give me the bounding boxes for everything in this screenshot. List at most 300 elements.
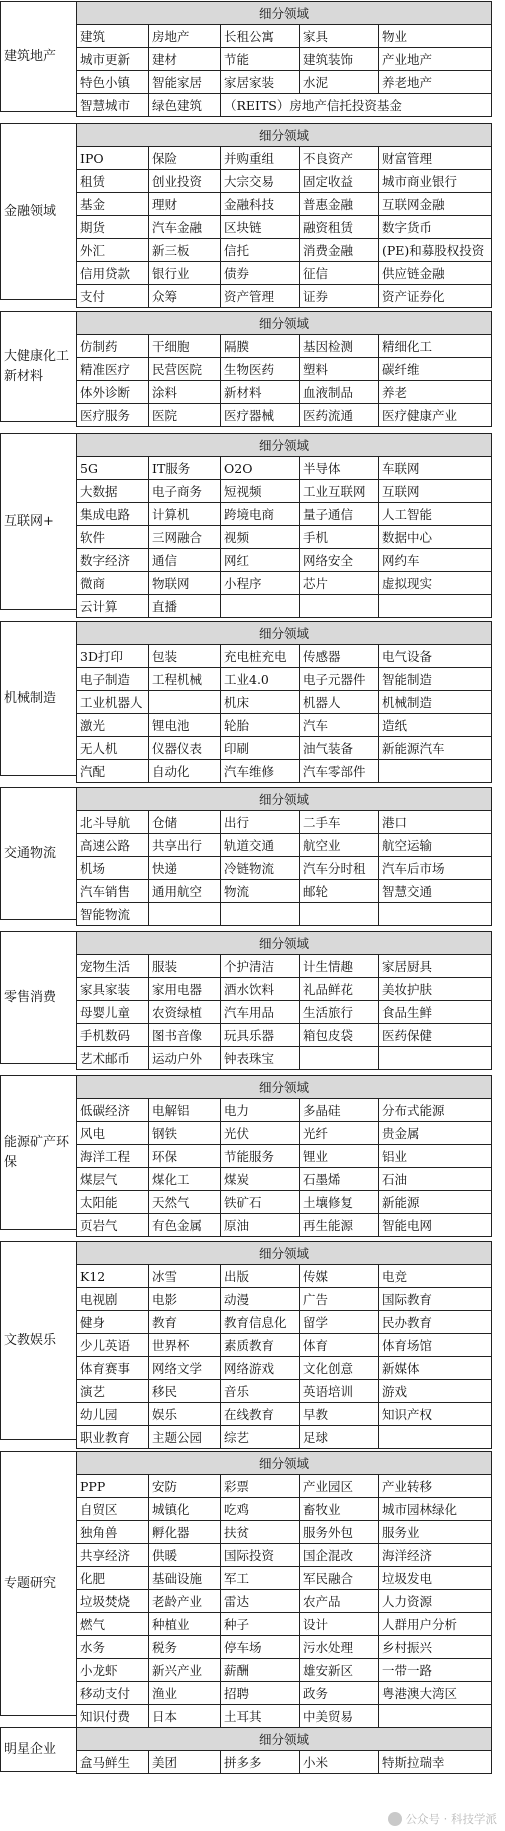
watermark-text: 公众号 · 科技学派 [405, 1812, 497, 1826]
table-cell: 风电 [77, 1122, 149, 1145]
table-cell: 手机数码 [77, 1024, 149, 1047]
table-cell: 仿制药 [77, 335, 149, 358]
table-cell: 移民 [149, 1380, 221, 1403]
table-row [77, 1001, 492, 1024]
table-row [77, 1682, 492, 1705]
table-cell: 家用电器 [149, 978, 221, 1001]
table-cell: 产业园区 [300, 1475, 379, 1498]
table-cell: 精准医疗 [77, 358, 149, 381]
header-cell: 细分领域 [77, 932, 492, 955]
table-cell: 养老 [379, 381, 492, 404]
table-cell: 服务外包 [300, 1521, 379, 1544]
table-cell: 电气设备 [379, 645, 492, 668]
table-cell: 电视剧 [77, 1288, 149, 1311]
table-cell: 光伏 [221, 1122, 300, 1145]
table-cell: 种植业 [149, 1613, 221, 1636]
table-cell: 碳纤维 [379, 358, 492, 381]
table-cell: 征信 [300, 262, 379, 285]
table-cell: PPP [77, 1475, 149, 1498]
table-cell: 安防 [149, 1475, 221, 1498]
table-cell: 垃圾发电 [379, 1567, 492, 1590]
table-cell: 雄安新区 [300, 1659, 379, 1682]
table-cell: 城市园林绿化 [379, 1498, 492, 1521]
table-cell: 工业4.0 [221, 668, 300, 691]
table-cell: 北斗导航 [77, 811, 149, 834]
table-cell: 钟表珠宝 [221, 1047, 300, 1070]
table-cell: 天然气 [149, 1191, 221, 1214]
table-cell: 人群用户分析 [379, 1613, 492, 1636]
table-cell: 自贸区 [77, 1498, 149, 1521]
table-cell: 建筑装饰 [300, 48, 379, 71]
table-cell: 智慧城市 [77, 94, 149, 117]
category-label: 交通物流 [0, 787, 76, 920]
table-cell: 移动支付 [77, 1682, 149, 1705]
table-cell [379, 1426, 492, 1449]
table-cell: 新媒体 [379, 1357, 492, 1380]
table-row [77, 1214, 492, 1237]
table-cell: 网络安全 [300, 549, 379, 572]
table-row [77, 193, 492, 216]
table-cell [221, 903, 300, 926]
table-cell: 职业教育 [77, 1426, 149, 1449]
subfield-table [76, 1, 492, 117]
table-cell: 基金 [77, 193, 149, 216]
table-cell [379, 595, 492, 618]
table-cell: IT服务 [149, 457, 221, 480]
table-cell: 银行业 [149, 262, 221, 285]
table-cell: 个护清洁 [221, 955, 300, 978]
table-cell: 国企混改 [300, 1544, 379, 1567]
table-cell: 计生情趣 [300, 955, 379, 978]
table-cell: 军民融合 [300, 1567, 379, 1590]
header-cell: 细分领域 [77, 2, 492, 25]
table-cell: 资产管理 [221, 285, 300, 308]
table-cell: 网络游戏 [221, 1357, 300, 1380]
table-cell: 3D打印 [77, 645, 149, 668]
table-cell: 环保 [149, 1145, 221, 1168]
table-cell [379, 760, 492, 783]
table-cell: 吃鸡 [221, 1498, 300, 1521]
table-row [77, 216, 492, 239]
table-cell: 节能服务 [221, 1145, 300, 1168]
table-cell: 城镇化 [149, 1498, 221, 1521]
table-cell: 金融科技 [221, 193, 300, 216]
table-row [77, 1122, 492, 1145]
table-cell: 再生能源 [300, 1214, 379, 1237]
table-row [77, 549, 492, 572]
subfield-table [76, 1451, 492, 1728]
table-cell: 房地产 [149, 25, 221, 48]
table-cell: 冷链物流 [221, 857, 300, 880]
table-row [77, 857, 492, 880]
table-cell: 信托 [221, 239, 300, 262]
table-cell: 轨道交通 [221, 834, 300, 857]
table-cell: （REITS）房地产信托投资基金 [221, 94, 492, 117]
table-cell: 足球 [300, 1426, 379, 1449]
table-row [77, 1311, 492, 1334]
table-cell: 医药保健 [379, 1024, 492, 1047]
category-label: 专题研究 [0, 1451, 76, 1716]
table-cell: 汽配 [77, 760, 149, 783]
table-row [77, 903, 492, 926]
section-block [0, 1727, 505, 1771]
table-cell: 人工智能 [379, 503, 492, 526]
table-cell: 娱乐 [149, 1403, 221, 1426]
table-cell: 充电桩充电 [221, 645, 300, 668]
table-row [77, 147, 492, 170]
table-cell: 国际教育 [379, 1288, 492, 1311]
table-cell: 家居厨具 [379, 955, 492, 978]
table-cell: 页岩气 [77, 1214, 149, 1237]
category-label: 机械制造 [0, 621, 76, 776]
table-cell [149, 903, 221, 926]
table-cell: 半导体 [300, 457, 379, 480]
table-cell: 信用贷款 [77, 262, 149, 285]
table-cell: 小程序 [221, 572, 300, 595]
table-cell: 新能源汽车 [379, 737, 492, 760]
table-cell: 互联网金融 [379, 193, 492, 216]
table-cell: 塑料 [300, 358, 379, 381]
table-cell: 固定收益 [300, 170, 379, 193]
table-cell: 汽车金融 [149, 216, 221, 239]
table-cell: 体育赛事 [77, 1357, 149, 1380]
category-label: 明星企业 [0, 1727, 76, 1772]
table-cell [300, 903, 379, 926]
table-cell: 产业地产 [379, 48, 492, 71]
table-cell: 节能 [221, 48, 300, 71]
header-row [77, 124, 492, 147]
table-cell: 并购重组 [221, 147, 300, 170]
table-cell: 分布式能源 [379, 1099, 492, 1122]
table-cell: IPO [77, 147, 149, 170]
table-cell: 出行 [221, 811, 300, 834]
table-cell: 体育 [300, 1334, 379, 1357]
header-row [77, 312, 492, 335]
table-row [77, 668, 492, 691]
table-cell: 服装 [149, 955, 221, 978]
table-cell: 军工 [221, 1567, 300, 1590]
subfield-table [76, 931, 492, 1070]
header-cell: 细分领域 [77, 434, 492, 457]
category-label: 金融领域 [0, 123, 76, 300]
table-cell: 机械制造 [379, 691, 492, 714]
table-row [77, 1191, 492, 1214]
table-cell [149, 691, 221, 714]
section-block [0, 621, 505, 779]
table-cell: 网络文学 [149, 1357, 221, 1380]
table-cell: 工业机器人 [77, 691, 149, 714]
table-cell: 数字经济 [77, 549, 149, 572]
table-row [77, 1403, 492, 1426]
table-cell: 通信 [149, 549, 221, 572]
table-cell: 独角兽 [77, 1521, 149, 1544]
table-cell: O2O [221, 457, 300, 480]
table-cell: 大宗交易 [221, 170, 300, 193]
category-label: 大健康化工新材料 [0, 311, 76, 422]
table-row [77, 1475, 492, 1498]
table-row [77, 595, 492, 618]
table-cell: 新材料 [221, 381, 300, 404]
table-cell: 新兴产业 [149, 1659, 221, 1682]
table-cell: 宠物生活 [77, 955, 149, 978]
table-cell: 建材 [149, 48, 221, 71]
table-cell: 汽车后市场 [379, 857, 492, 880]
table-row [77, 25, 492, 48]
table-cell: 污水处理 [300, 1636, 379, 1659]
table-cell: 机器人 [300, 691, 379, 714]
table-cell: 计算机 [149, 503, 221, 526]
table-cell: 产业转移 [379, 1475, 492, 1498]
table-cell [221, 595, 300, 618]
table-cell: 乡村振兴 [379, 1636, 492, 1659]
table-cell: 化肥 [77, 1567, 149, 1590]
table-cell: 保险 [149, 147, 221, 170]
table-row [77, 1426, 492, 1449]
table-cell: 养老地产 [379, 71, 492, 94]
section-block [0, 1241, 505, 1445]
table-cell: 老龄产业 [149, 1590, 221, 1613]
header-cell: 细分领域 [77, 788, 492, 811]
table-cell: 太阳能 [77, 1191, 149, 1214]
subfield-table [76, 1075, 492, 1237]
table-cell: 快递 [149, 857, 221, 880]
table-cell: 外汇 [77, 239, 149, 262]
table-row [77, 262, 492, 285]
table-cell: 出版 [221, 1265, 300, 1288]
table-cell: 美妆护肤 [379, 978, 492, 1001]
table-cell: 家居家装 [221, 71, 300, 94]
header-row [77, 932, 492, 955]
table-cell: 家具 [300, 25, 379, 48]
table-cell: 医院 [149, 404, 221, 427]
table-cell: 知识付费 [77, 1705, 149, 1728]
table-cell: 运动户外 [149, 1047, 221, 1070]
table-cell: 锂电池 [149, 714, 221, 737]
section-block [0, 1451, 505, 1724]
section-block [0, 787, 505, 922]
table-cell: 互联网 [379, 480, 492, 503]
table-cell: K12 [77, 1265, 149, 1288]
table-cell: 教育 [149, 1311, 221, 1334]
table-row [77, 1659, 492, 1682]
category-label: 建筑地产 [0, 1, 76, 112]
table-cell: 英语培训 [300, 1380, 379, 1403]
table-cell: 动漫 [221, 1288, 300, 1311]
table-row [77, 1334, 492, 1357]
table-cell: 跨境电商 [221, 503, 300, 526]
header-cell: 细分领域 [77, 1076, 492, 1099]
table-cell: 网约车 [379, 549, 492, 572]
table-cell: 机场 [77, 857, 149, 880]
table-cell: 农产品 [300, 1590, 379, 1613]
table-cell: 设计 [300, 1613, 379, 1636]
table-cell: 大数据 [77, 480, 149, 503]
table-cell: 医疗健康产业 [379, 404, 492, 427]
table-cell: 特色小镇 [77, 71, 149, 94]
table-cell: 微商 [77, 572, 149, 595]
table-cell: 新能源 [379, 1191, 492, 1214]
table-cell: 电子元器件 [300, 668, 379, 691]
table-cell: 艺术邮币 [77, 1047, 149, 1070]
table-row [77, 457, 492, 480]
table-row [77, 48, 492, 71]
table-cell: 债券 [221, 262, 300, 285]
table-cell: 电影 [149, 1288, 221, 1311]
table-cell: 健身 [77, 1311, 149, 1334]
table-row [77, 572, 492, 595]
subfield-table [76, 1241, 492, 1449]
table-row [77, 1567, 492, 1590]
table-cell: 汽车销售 [77, 880, 149, 903]
table-cell: 数据中心 [379, 526, 492, 549]
table-row [77, 1047, 492, 1070]
table-cell: 日本 [149, 1705, 221, 1728]
table-cell: 垃圾焚烧 [77, 1590, 149, 1613]
table-cell: 美团 [149, 1751, 221, 1774]
table-cell: 物联网 [149, 572, 221, 595]
table-cell: 煤化工 [149, 1168, 221, 1191]
subfield-table [76, 123, 492, 308]
subfield-table [76, 787, 492, 926]
table-row [77, 880, 492, 903]
table-cell: 供应链金融 [379, 262, 492, 285]
table-cell: 生物医药 [221, 358, 300, 381]
table-cell [379, 1047, 492, 1070]
table-cell: 钢铁 [149, 1122, 221, 1145]
table-cell: 种子 [221, 1613, 300, 1636]
table-cell: 箱包皮袋 [300, 1024, 379, 1047]
table-cell: 众筹 [149, 285, 221, 308]
table-row [77, 1024, 492, 1047]
table-cell: 一带一路 [379, 1659, 492, 1682]
table-cell: 在线教育 [221, 1403, 300, 1426]
table-cell: 综艺 [221, 1426, 300, 1449]
table-cell: 海洋经济 [379, 1544, 492, 1567]
table-cell: 无人机 [77, 737, 149, 760]
table-cell: 集成电路 [77, 503, 149, 526]
table-cell: 血液制品 [300, 381, 379, 404]
table-cell: 视频 [221, 526, 300, 549]
table-row [77, 170, 492, 193]
table-cell: 孵化器 [149, 1521, 221, 1544]
category-label: 互联网+ [0, 433, 76, 610]
header-row [77, 2, 492, 25]
table-cell: 共享出行 [149, 834, 221, 857]
table-cell: 医药流通 [300, 404, 379, 427]
section-block [0, 123, 505, 304]
table-cell: 知识产权 [379, 1403, 492, 1426]
table-row [77, 358, 492, 381]
category-label: 零售消费 [0, 931, 76, 1064]
table-cell: 物业 [379, 25, 492, 48]
header-cell: 细分领域 [77, 312, 492, 335]
table-cell: 燃气 [77, 1613, 149, 1636]
table-cell: 邮轮 [300, 880, 379, 903]
table-cell: 多晶硅 [300, 1099, 379, 1122]
table-cell: 人力资源 [379, 1590, 492, 1613]
header-row [77, 434, 492, 457]
table-cell: 租赁 [77, 170, 149, 193]
table-cell: 世界杯 [149, 1334, 221, 1357]
table-cell: 医疗器械 [221, 404, 300, 427]
table-cell: 电解铝 [149, 1099, 221, 1122]
table-row [77, 1751, 492, 1774]
table-cell: 小米 [300, 1751, 379, 1774]
table-cell: 演艺 [77, 1380, 149, 1403]
table-cell: 包装 [149, 645, 221, 668]
table-cell: 土耳其 [221, 1705, 300, 1728]
table-cell: 铁矿石 [221, 1191, 300, 1214]
table-row [77, 1357, 492, 1380]
table-cell: 共享经济 [77, 1544, 149, 1567]
table-cell: 电子商务 [149, 480, 221, 503]
subfield-table [76, 1727, 492, 1774]
table-cell: 数字货币 [379, 216, 492, 239]
table-cell: 手机 [300, 526, 379, 549]
table-cell: 早教 [300, 1403, 379, 1426]
table-cell: 民营医院 [149, 358, 221, 381]
table-cell: 汽车用品 [221, 1001, 300, 1024]
table-cell: 激光 [77, 714, 149, 737]
table-row [77, 834, 492, 857]
table-cell [300, 1047, 379, 1070]
table-cell: 渔业 [149, 1682, 221, 1705]
table-cell: 隔膜 [221, 335, 300, 358]
table-cell: 铝业 [379, 1145, 492, 1168]
table-cell: 贵金属 [379, 1122, 492, 1145]
wechat-icon [388, 1812, 402, 1826]
section-block [0, 1075, 505, 1233]
table-cell: 民办教育 [379, 1311, 492, 1334]
table-cell: 基因检测 [300, 335, 379, 358]
table-cell: 三网融合 [149, 526, 221, 549]
table-cell: 油气装备 [300, 737, 379, 760]
table-cell: 政务 [300, 1682, 379, 1705]
table-cell: 食品生鲜 [379, 1001, 492, 1024]
table-cell: 水泥 [300, 71, 379, 94]
table-cell: 煤层气 [77, 1168, 149, 1191]
category-label: 文教娱乐 [0, 1241, 76, 1440]
table-cell: 5G [77, 457, 149, 480]
header-cell: 细分领域 [77, 1242, 492, 1265]
table-cell: 理财 [149, 193, 221, 216]
table-cell: 芯片 [300, 572, 379, 595]
table-cell: 彩票 [221, 1475, 300, 1498]
table-cell: 传感器 [300, 645, 379, 668]
table-cell: 汽车维修 [221, 760, 300, 783]
table-cell: 仓储 [149, 811, 221, 834]
table-cell: 光纤 [300, 1122, 379, 1145]
table-row [77, 1168, 492, 1191]
section-block [0, 1, 505, 111]
table-cell: 畜牧业 [300, 1498, 379, 1521]
table-cell: 游戏 [379, 1380, 492, 1403]
section-block [0, 931, 505, 1066]
header-cell: 细分领域 [77, 622, 492, 645]
table-cell: 智慧交通 [379, 880, 492, 903]
table-cell: 区块链 [221, 216, 300, 239]
table-cell: 工程机械 [149, 668, 221, 691]
table-cell: 招聘 [221, 1682, 300, 1705]
subfield-table [76, 621, 492, 783]
table-cell: 造纸 [379, 714, 492, 737]
table-cell: 薪酬 [221, 1659, 300, 1682]
table-cell: 特斯拉瑞幸 [379, 1751, 492, 1774]
watermark [388, 1811, 497, 1827]
table-cell [300, 595, 379, 618]
table-cell: 文化创意 [300, 1357, 379, 1380]
table-cell: 教育信息化 [221, 1311, 300, 1334]
